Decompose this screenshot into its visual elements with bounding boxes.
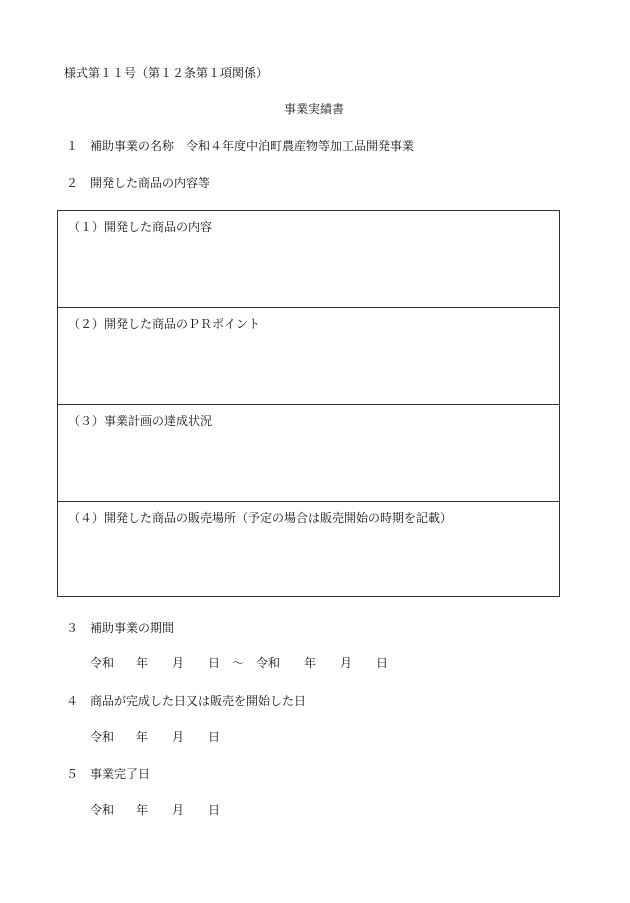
period-tilde: ～ <box>232 656 245 670</box>
section-1 <box>66 139 414 153</box>
section-1-number: １ <box>66 139 79 153</box>
sales-location-cell[interactable] <box>58 502 559 599</box>
period-end-era: 令和 <box>256 656 281 670</box>
completion-era: 令和 <box>90 730 115 744</box>
sales-location-label: （４）開発した商品の販売場所（予定の場合は販売開始の時期を記載） <box>68 511 453 525</box>
section-4 <box>66 694 306 708</box>
pr-point-label: （２）開発した商品のＰＲポイント <box>68 317 261 331</box>
section-5-number: ５ <box>66 767 79 781</box>
end-month: 月 <box>172 803 185 817</box>
pr-point-cell[interactable] <box>58 308 559 405</box>
achievement-status-label: （３）事業計画の達成状況 <box>68 414 213 428</box>
section-2-number: ２ <box>66 176 79 190</box>
end-year: 年 <box>136 803 149 817</box>
form-number: 様式第１１号（第１２条第１項関係） <box>64 66 269 80</box>
section-3-label: 補助事業の期間 <box>90 621 175 635</box>
section-3 <box>66 621 174 635</box>
period-end-month: 月 <box>340 656 353 670</box>
achievement-status-cell[interactable] <box>58 405 559 502</box>
project-end-date-line <box>90 803 220 817</box>
section-4-number: ４ <box>66 694 79 708</box>
document-title: 事業実績書 <box>284 102 345 116</box>
period-start-year: 年 <box>136 656 149 670</box>
completion-month: 月 <box>172 730 185 744</box>
completion-date-line <box>90 730 220 744</box>
section-2-label: 開発した商品の内容等 <box>90 176 211 190</box>
project-name-value: 令和４年度中泊町農産物等加工品開発事業 <box>186 139 415 153</box>
period-start-day: 日 <box>208 656 221 670</box>
period-start-month: 月 <box>172 656 185 670</box>
product-content-cell[interactable] <box>58 211 559 308</box>
project-period-line <box>90 656 388 670</box>
section-5-label: 事業完了日 <box>90 767 151 781</box>
section-4-label: 商品が完成した日又は販売を開始した日 <box>90 694 307 708</box>
end-era: 令和 <box>90 803 115 817</box>
period-start-era: 令和 <box>90 656 115 670</box>
product-details-table <box>57 210 560 597</box>
period-end-year: 年 <box>304 656 317 670</box>
period-end-day: 日 <box>376 656 389 670</box>
completion-day: 日 <box>208 730 221 744</box>
section-5 <box>66 767 150 781</box>
product-content-label: （１）開発した商品の内容 <box>68 220 213 234</box>
section-2 <box>66 176 210 190</box>
end-day: 日 <box>208 803 221 817</box>
completion-year: 年 <box>136 730 149 744</box>
section-3-number: ３ <box>66 621 79 635</box>
section-1-label: 補助事業の名称 <box>90 139 175 153</box>
